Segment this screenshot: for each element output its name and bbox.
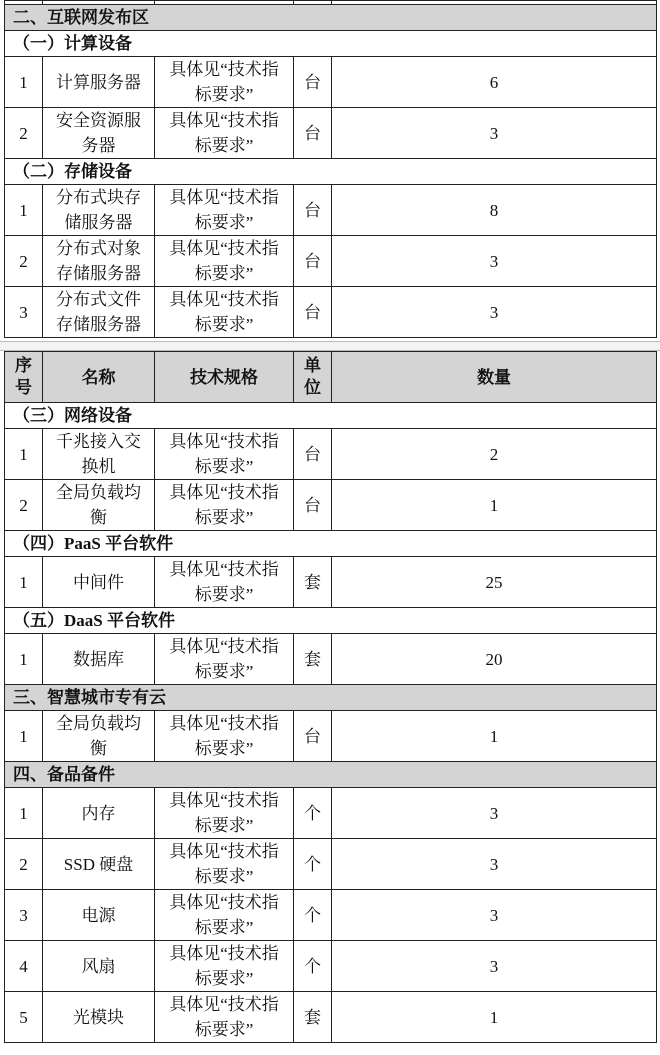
row-spec: 具体见“技术指标要求” [155,236,294,287]
table-row [5,287,657,338]
row-seq: 2 [5,839,43,890]
row-seq: 1 [5,634,43,685]
row-unit: 台 [294,57,332,108]
row-qty: 1 [332,711,657,762]
subsection-label: （二）存储设备 [5,159,657,185]
row-seq: 3 [5,287,43,338]
row-qty: 20 [332,634,657,685]
row-spec: 具体见“技术指标要求” [155,57,294,108]
row-seq: 5 [5,992,43,1043]
subsection-label: （五）DaaS 平台软件 [5,608,657,634]
row-qty: 3 [332,287,657,338]
section-label: 四、备品备件 [5,762,657,788]
row-spec: 具体见“技术指标要求” [155,992,294,1043]
row-qty: 3 [332,108,657,159]
row-spec: 具体见“技术指标要求” [155,711,294,762]
row-seq: 2 [5,236,43,287]
row-unit: 个 [294,890,332,941]
table-row [5,634,657,685]
row-qty: 1 [332,480,657,531]
section-label: 三、智慧城市专有云 [5,685,657,711]
row-spec: 具体见“技术指标要求” [155,108,294,159]
row-unit: 台 [294,480,332,531]
row-qty: 1 [332,992,657,1043]
row-seq: 1 [5,429,43,480]
row-seq: 1 [5,557,43,608]
row-unit: 套 [294,992,332,1043]
subsection-row [5,159,657,185]
section-row [5,685,657,711]
table-row [5,108,657,159]
row-spec: 具体见“技术指标要求” [155,634,294,685]
subsection-row [5,403,657,429]
row-spec: 具体见“技术指标要求” [155,429,294,480]
row-unit: 台 [294,429,332,480]
row-unit: 台 [294,287,332,338]
row-name: 分布式块存储服务器 [43,185,155,236]
table-row [5,839,657,890]
row-name: 数据库 [43,634,155,685]
row-unit: 台 [294,185,332,236]
row-unit: 套 [294,557,332,608]
row-unit: 台 [294,711,332,762]
section-row [5,762,657,788]
table-row [5,992,657,1043]
table-row [5,236,657,287]
subsection-row [5,608,657,634]
table-row [5,557,657,608]
row-name: 光模块 [43,992,155,1043]
row-name: 内存 [43,788,155,839]
row-spec: 具体见“技术指标要求” [155,185,294,236]
subsection-label: （一）计算设备 [5,31,657,57]
row-qty: 3 [332,890,657,941]
row-qty: 3 [332,839,657,890]
row-spec: 具体见“技术指标要求” [155,788,294,839]
row-qty: 2 [332,429,657,480]
row-qty: 3 [332,788,657,839]
procurement-table-part-2 [4,351,657,1043]
row-name: 电源 [43,890,155,941]
table-row [5,890,657,941]
row-spec: 具体见“技术指标要求” [155,557,294,608]
row-seq: 4 [5,941,43,992]
row-seq: 1 [5,788,43,839]
table-row [5,429,657,480]
row-qty: 25 [332,557,657,608]
section-row [5,5,657,31]
row-qty: 6 [332,57,657,108]
row-name: 全局负载均衡 [43,480,155,531]
table-row [5,480,657,531]
table-row [5,941,657,992]
row-qty: 3 [332,941,657,992]
header-spec: 技术规格 [155,352,294,403]
row-name: SSD 硬盘 [43,839,155,890]
row-spec: 具体见“技术指标要求” [155,287,294,338]
row-name: 中间件 [43,557,155,608]
row-unit: 个 [294,941,332,992]
procurement-table-part-1 [4,0,657,338]
row-seq: 1 [5,57,43,108]
row-spec: 具体见“技术指标要求” [155,890,294,941]
row-name: 安全资源服务器 [43,108,155,159]
section-label: 二、互联网发布区 [5,5,657,31]
row-name: 计算服务器 [43,57,155,108]
row-seq: 3 [5,890,43,941]
row-unit: 套 [294,634,332,685]
row-unit: 台 [294,236,332,287]
table-row [5,788,657,839]
row-spec: 具体见“技术指标要求” [155,941,294,992]
page-break [0,341,660,351]
row-seq: 1 [5,185,43,236]
table-row [5,57,657,108]
row-name: 全局负载均衡 [43,711,155,762]
row-qty: 3 [332,236,657,287]
row-name: 分布式文件存储服务器 [43,287,155,338]
subsection-label: （四）PaaS 平台软件 [5,531,657,557]
row-seq: 2 [5,480,43,531]
row-seq: 1 [5,711,43,762]
subsection-label: （三）网络设备 [5,403,657,429]
row-seq: 2 [5,108,43,159]
header-name: 名称 [43,352,155,403]
row-unit: 台 [294,108,332,159]
row-spec: 具体见“技术指标要求” [155,839,294,890]
row-unit: 个 [294,839,332,890]
table-row [5,185,657,236]
header-unit: 单位 [294,352,332,403]
row-spec: 具体见“技术指标要求” [155,480,294,531]
row-unit: 个 [294,788,332,839]
subsection-row [5,531,657,557]
table-header-row [5,352,657,403]
row-name: 千兆接入交换机 [43,429,155,480]
subsection-row [5,31,657,57]
header-seq: 序号 [5,352,43,403]
row-qty: 8 [332,185,657,236]
header-qty: 数量 [332,352,657,403]
row-name: 分布式对象存储服务器 [43,236,155,287]
row-name: 风扇 [43,941,155,992]
table-row [5,711,657,762]
